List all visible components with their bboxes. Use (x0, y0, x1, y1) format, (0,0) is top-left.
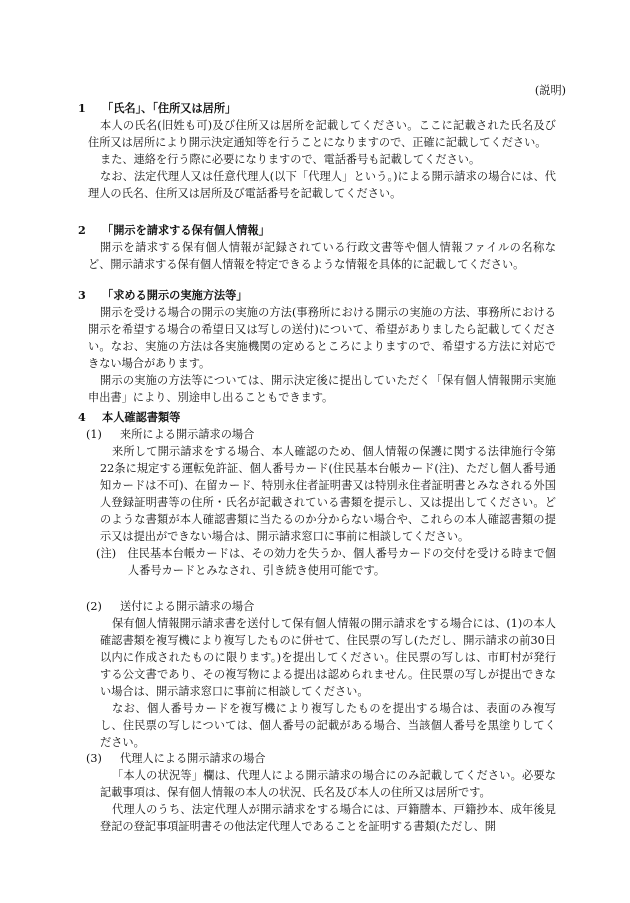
section-title: 「開示を請求する保有個人情報」 (102, 223, 270, 237)
section-requested-info (78, 222, 556, 273)
section-number: 3 (78, 288, 86, 302)
section-title: 「求める開示の実施方法等」 (102, 288, 248, 302)
subsection-in-person (86, 426, 556, 579)
note-text: 住民基本台帳カードは、その効力を失うか、個人番号カードの交付を受ける時まで個人番号カードとみなされ、引き続き使用可能です。 (127, 547, 556, 577)
section-number: 2 (78, 223, 86, 237)
section-name-address (78, 100, 556, 202)
subsection-title: 代理人による開示請求の場合 (120, 752, 266, 765)
paragraph: 「本人の状況等」欄は、代理人による開示請求の場合にのみ記載してください。必要な記載事項は、保有個人情報の本人の状況、氏名及び本人の住所又は居所です。 (100, 769, 556, 799)
subsection-by-agent (86, 750, 556, 835)
paragraph: 代理人のうち、法定代理人が開示請求をする場合には、戸籍謄本、戸籍抄本、成年後見登記の登記事項証明書その他法定代理人であることを証明する書類(ただし、開 (100, 803, 556, 833)
paragraph: 開示を請求する保有個人情報が記録されている行政文書等や個人情報ファイルの名称など、開示請求する保有個人情報を特定できるような情報を具体的に記載してください。 (88, 241, 556, 271)
section-heading (78, 100, 556, 117)
paragraph: なお、法定代理人又は任意代理人(以下「代理人」という。)による開示請求の場合には、代理人の氏名、住所又は居所及び電話番号を記載してください。 (88, 170, 556, 200)
section-heading (78, 222, 556, 239)
subsection-number: (2) (86, 600, 102, 613)
paragraph: 本人の氏名(旧姓も可)及び住所又は居所を記載してください。ここに記載された氏名及び住所又は居所により開示決定通知等を行うことになりますので、正確に記載してください。 (88, 119, 556, 149)
subsection-title: 送付による開示請求の場合 (120, 600, 255, 613)
paragraph: 開示を受ける場合の開示の実施の方法(事務所における開示の実施の方法、事務所における開示を希望する場合の希望日又は写しの送付)について、希望がありましたら記載してください。なお、実施の方法は各実施機関の定めるところによりますので、希望する方法に対応できない場合があります。 (88, 306, 556, 370)
section-disclosure-method (78, 287, 556, 406)
section-identity-documents (78, 409, 556, 426)
subsection-by-mail (86, 598, 556, 751)
section-heading (78, 409, 556, 426)
paragraph: なお、個人番号カードを複写機により複写したものを提出する場合は、表面のみ複写し、住民票の写しについては、個人番号の記載がある場合、当該個人番号を黒塗りしてください。 (100, 702, 556, 749)
paragraph: 来所して開示請求をする場合、本人確認のため、個人情報の保護に関する法律施行令第22条に規定する運転免許証、個人番号カード(住民基本台帳カード(注)、ただし個人番号通知カードは不可)、在留カード、特別永住者証明書又は特別永住者証明書とみなされる外国人登録証明書等の住所・氏名が記載されている書類を提示し、又は提出してください。どのような書類が本人確認書類に当たるのか分からない場合や、これらの本人確認書類の提示又は提出ができない場合は、開示請求窓口に事前に相談してください。 (100, 445, 556, 543)
paragraph: 開示の実施の方法等については、開示決定後に提出していただく「保有個人情報開示実施申出書」により、別途申し出ることもできます。 (88, 374, 556, 404)
subsection-heading (86, 598, 556, 615)
section-number: 1 (78, 101, 86, 115)
subsection-number: (3) (86, 752, 102, 765)
section-title: 本人確認書類等 (102, 410, 181, 424)
subsection-heading (86, 750, 556, 767)
subsection-title: 来所による開示請求の場合 (120, 428, 255, 441)
section-heading (78, 287, 556, 304)
paragraph: 保有個人情報開示請求書を送付して保有個人情報の開示請求をする場合には、(1)の本人確認書類を複写機により複写したものに併せて、住民票の写し(ただし、開示請求の前30日以内に作成されたものに限ります。)を提出してください。住民票の写しは、市町村が発行する公文書であり、その複写物による提出は認められません。住民票の写しが提出できない場合は、開示請求窓口に事前に相談してください。 (100, 617, 556, 698)
section-title: 「氏名」、「住所又は居所」 (102, 101, 237, 115)
note-mark: (注) (96, 547, 117, 560)
explanation-label: (説明) (534, 84, 566, 97)
subsection-heading (86, 426, 556, 443)
subsection-number: (1) (86, 428, 102, 441)
paragraph: また、連絡を行う際に必要になりますので、電話番号も記載してください。 (100, 153, 481, 166)
section-number: 4 (78, 410, 86, 424)
note (86, 545, 556, 579)
